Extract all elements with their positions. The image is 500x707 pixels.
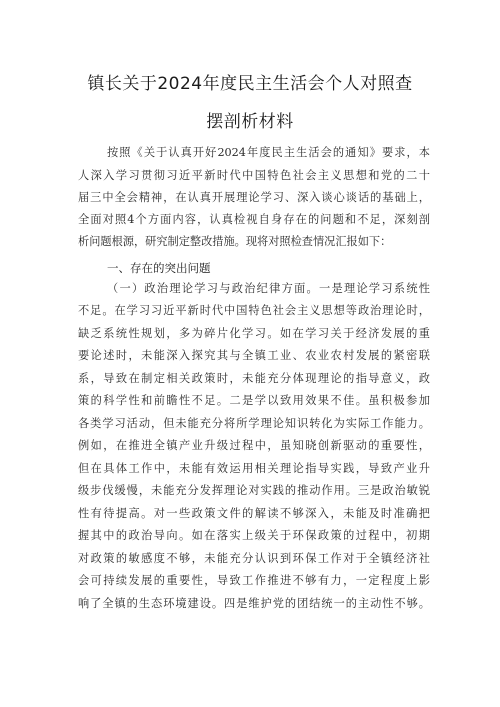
body-line: 不足。在学习习近平新时代中国特色社会主义思想等政治理论时， [78,304,430,317]
body-line: 握其中的政治导向。如在落实上级关于环保政策的过程中，初期 [78,529,430,542]
body-line: 策的科学性和前瞻性不足。二是学以致用效果不佳。虽积极参加 [78,394,430,407]
body-line: 对政策的敏感度不够，未能充分认识到环保工作对于全镇经济社 [78,552,430,565]
body-line: 系，导致在制定相关政策时，未能充分体现理论的指导意义，政 [78,372,430,385]
body-line: 要论述时，未能深入探究其与全镇工业、农业农村发展的紧密联 [78,349,430,362]
body-line: 级步伐缓慢，未能充分发挥理论对实践的推动作用。三是政治敏锐 [78,484,430,497]
document-title-line-2: 摆剖析材料 [206,112,294,132]
intro-line: 人深入学习贯彻习近平新时代中国特色社会主义思想和党的二十 [78,169,430,182]
body-line: 各类学习活动，但未能充分将所学理论知识转化为实际工作能力。 [78,417,430,430]
body-line: 性有待提高。对一些政策文件的解读不够深入，未能及时准确把 [78,507,430,520]
body-line: 但在具体工作中，未能有效运用相关理论指导实践，导致产业升 [78,462,430,475]
body-line: 例如，在推进全镇产业升级过程中，虽知晓创新驱动的重要性， [78,439,430,452]
body-line: 缺乏系统性规划，多为碎片化学习。如在学习关于经济发展的重 [78,327,430,340]
body-line: 响了全镇的生态环境建设。四是维护党的团结统一的主动性不够。 [78,597,430,610]
intro-line: 析问题根源，研究制定整改措施。现将对照检查情况汇报如下： [78,235,392,248]
body-line: （一）政治理论学习与政治纪律方面。一是理论学习系统性 [107,282,430,295]
intro-line: 届三中全会精神，在认真开展理论学习、深入谈心谈话的基础上， [78,191,430,204]
intro-line: 全面对照4个方面内容，认真检视自身存在的问题和不足，深刻剖 [78,213,430,226]
section-heading: 一、存在的突出问题 [107,261,211,275]
intro-line: 按照《关于认真开好2024年度民主生活会的通知》要求，本 [107,146,430,159]
body-line: 会可持续发展的重要性，导致工作推进不够有力，一定程度上影 [78,574,430,587]
document-title-line-1: 镇长关于2024年度民主生活会个人对照查 [87,74,413,94]
